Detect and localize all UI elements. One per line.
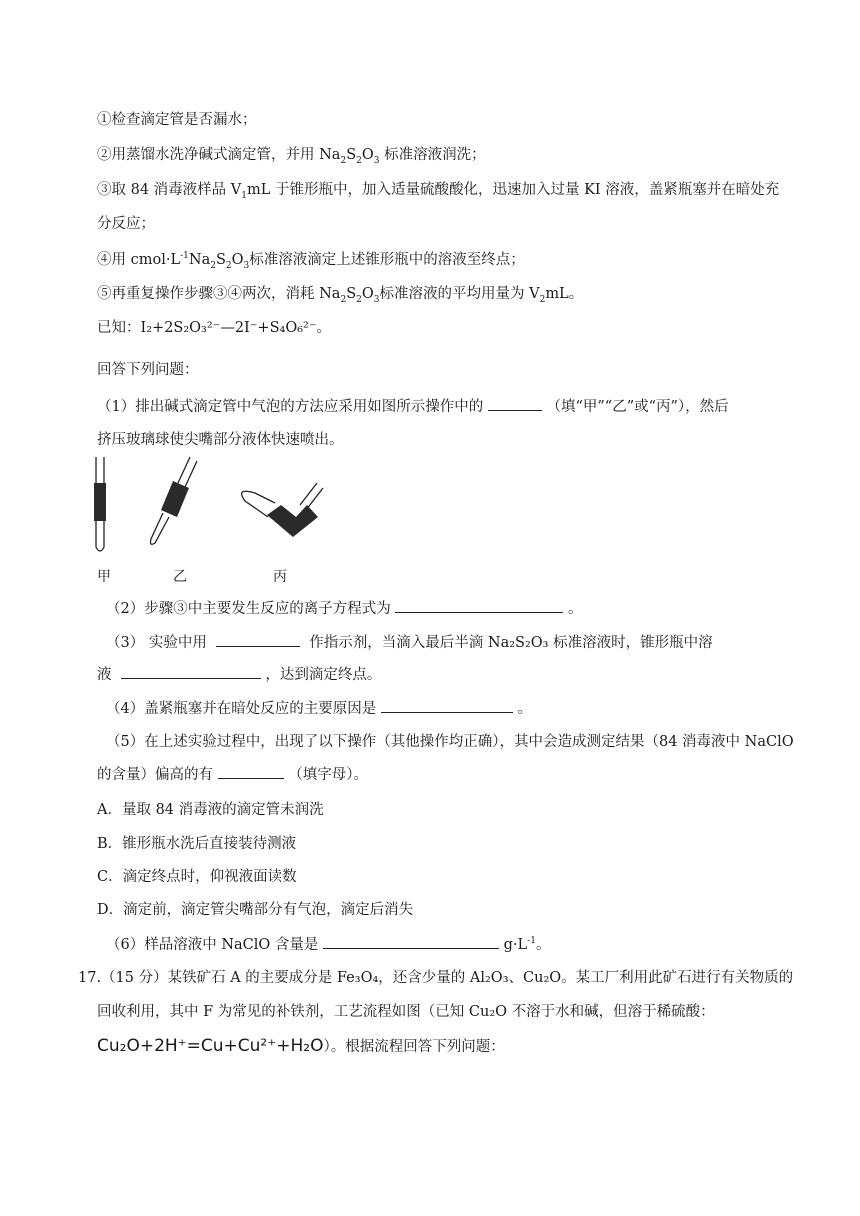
burette-yi [151, 457, 198, 544]
question-5-cont: 的含量）偏高的有 （填字母）。 [97, 764, 368, 785]
step-3: ③取 84 消毒液样品 $V_1mL$ 于锥形瓶中，加入适量硫酸酸化，迅速加入过量 KI 溶液，盖紧瓶塞并在暗处充 [97, 182, 780, 201]
step-2: ②用蒸馏水洗净碱式滴定管，并用 $Na_2S_2O_3$ 标准溶液润洗； [97, 147, 486, 166]
step-5: ⑤再重复操作步骤③④两次，消耗 $Na_2S_2O_3$标准溶液的平均用量为 $V_2mL$。 [97, 286, 584, 305]
answer-blank-4[interactable] [381, 698, 513, 713]
step-1: ①检查滴定管是否漏水； [97, 112, 257, 128]
burette-operation-figure [85, 455, 345, 565]
question-17-equation: Cu₂O+2H⁺=Cu+Cu²⁺+H₂O）。根据流程回答下列问题： [97, 1036, 505, 1056]
figure-label-bing: 丙 [273, 569, 287, 585]
answer-blank-6[interactable] [323, 934, 499, 949]
figure-label-jia: 甲 [97, 569, 111, 585]
question-3-cont: 液 ，达到滴定终点。 [97, 664, 381, 685]
question-17: 17.（15 分）某铁矿石 A 的主要成分是 Fe₃O₄，还含少量的 Al₂O₃、Cu₂O。某工厂利用此矿石进行有关物质的 [78, 970, 794, 986]
answer-blank-3b[interactable] [121, 664, 261, 679]
question-1-cont: 挤压玻璃球使尖嘴部分液体快速喷出。 [97, 432, 344, 448]
intro-text: 回答下列问题： [97, 362, 199, 378]
option-d: D．滴定前，滴定管尖嘴部分有气泡，滴定后消失 [97, 902, 414, 918]
question-6: （6）样品溶液中 NaClO 含量是 $g\cdot L^{-1}$。 [106, 934, 550, 955]
question-3: （3） 实验中用 作指示剂，当滴入最后半滴 Na₂S₂O₃ 标准溶液时，锥形瓶中溶 [106, 632, 713, 653]
answer-blank-3a[interactable] [216, 632, 300, 647]
question-4: （4）盖紧瓶塞并在暗处反应的主要原因是 。 [106, 698, 532, 719]
question-1: （1）排出碱式滴定管中气泡的方法应采用如图所示操作中的 （填“甲”“乙”或“丙”），然后 [97, 396, 729, 417]
answer-blank-5[interactable] [218, 764, 284, 779]
figure-label-yi: 乙 [173, 569, 187, 585]
step-4: ④用 $cmol\cdot L^{-1}Na_2S_2O_3$标准溶液滴定上述锥形瓶中的溶液至终点； [97, 251, 525, 271]
burette-jia [94, 457, 106, 551]
question-17-cont: 回收利用，其中 F 为常见的补铁剂，工艺流程如图（已知 Cu₂O 不溶于水和碱，但溶于稀硫酸： [97, 1004, 715, 1020]
step-3-cont: 分反应； [97, 216, 155, 232]
known-equation: 已知：I₂+2S₂O₃²⁻—2I⁻+S₄O₆²⁻。 [97, 320, 331, 336]
answer-blank-1[interactable] [488, 396, 542, 411]
option-b: B．锥形瓶水洗后直接装待测液 [97, 836, 297, 852]
question-2: （2）步骤③中主要发生反应的离子方程式为 。 [106, 598, 582, 619]
question-5: （5）在上述实验过程中，出现了以下操作（其他操作均正确），其中会造成测定结果（84 消毒液中 NaClO [106, 734, 794, 750]
option-a: A．量取 84 消毒液的滴定管未润洗 [97, 802, 324, 818]
burette-bing [242, 483, 323, 537]
option-c: C．滴定终点时，仰视液面读数 [97, 869, 297, 885]
answer-blank-2[interactable] [395, 598, 563, 613]
